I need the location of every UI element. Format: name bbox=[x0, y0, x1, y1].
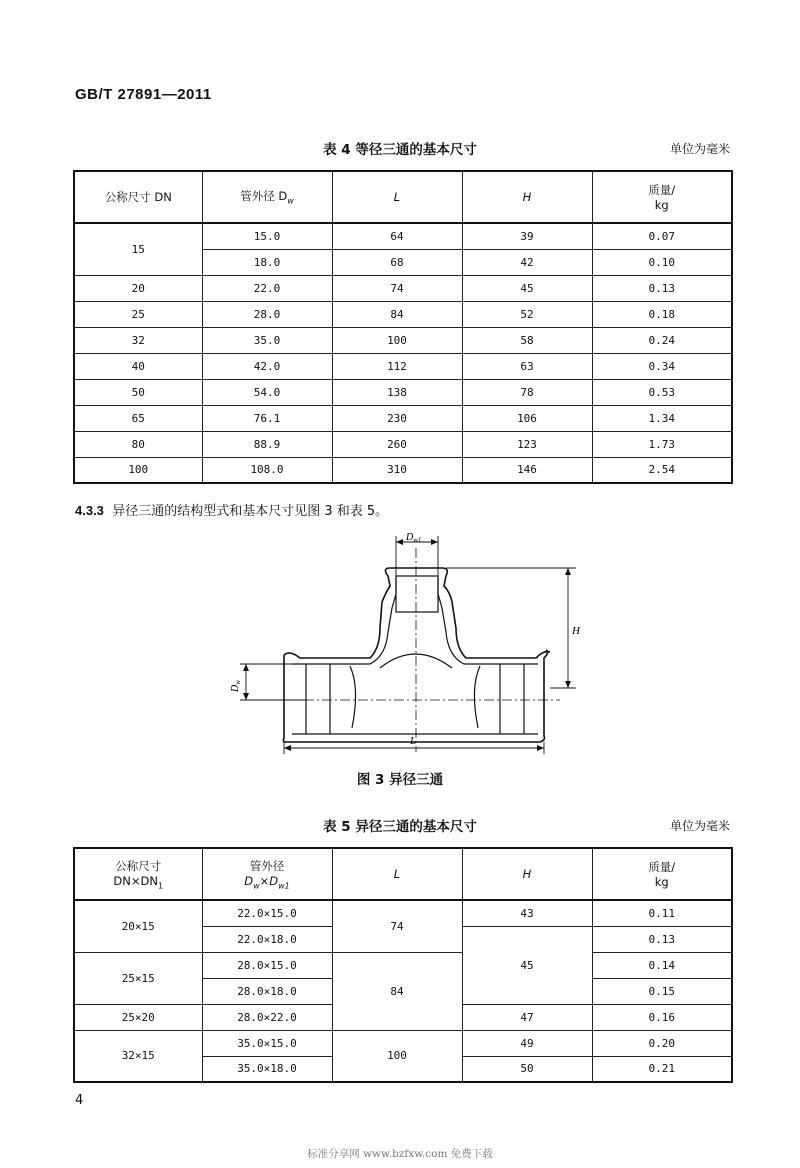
table4-cell-dw: 88.9 bbox=[202, 431, 332, 457]
table4-cell-h: 146 bbox=[462, 457, 592, 483]
table-row bbox=[74, 1030, 732, 1056]
label-dw: $D_w$ bbox=[230, 680, 242, 692]
table-row bbox=[74, 379, 732, 405]
table4-cell-mass: 0.07 bbox=[592, 223, 732, 249]
table4-cell-dw: 42.0 bbox=[202, 353, 332, 379]
table5-cell-h: 47 bbox=[462, 1004, 592, 1030]
label-dw1: $D_{w1}$ bbox=[406, 532, 422, 544]
table4-cell-mass: 1.73 bbox=[592, 431, 732, 457]
table4-cell-l: 310 bbox=[332, 457, 462, 483]
table4-cell-mass: 0.18 bbox=[592, 301, 732, 327]
table4-cell-h: 123 bbox=[462, 431, 592, 457]
table5-cell-dn: 32×15 bbox=[74, 1030, 202, 1082]
table4 bbox=[73, 170, 733, 484]
table4-header-mass: 质量/ kg bbox=[592, 171, 732, 223]
standard-code: GB/T 27891—2011 bbox=[75, 86, 212, 103]
table4-cell-l: 68 bbox=[332, 249, 462, 275]
table5-cell-dw: 28.0×15.0 bbox=[202, 952, 332, 978]
section-paragraph bbox=[75, 500, 388, 519]
table4-header-row bbox=[74, 171, 732, 223]
table4-cell-h: 39 bbox=[462, 223, 592, 249]
dim-arrows bbox=[243, 539, 571, 751]
table4-cell-dn: 65 bbox=[74, 405, 202, 431]
section-text: 异径三通的结构型式和基本尺寸见图 3 和表 5。 bbox=[112, 504, 389, 519]
section-number: 4.3.3 bbox=[75, 503, 104, 518]
table5-cell-mass: 0.13 bbox=[592, 926, 732, 952]
table-row bbox=[74, 353, 732, 379]
table5-cell-mass: 0.11 bbox=[592, 900, 732, 926]
table5-cell-mass: 0.14 bbox=[592, 952, 732, 978]
dim-dw-lines bbox=[240, 664, 306, 700]
table4-cell-mass: 1.34 bbox=[592, 405, 732, 431]
table-row bbox=[74, 431, 732, 457]
table5-caption: 表 5 异径三通的基本尺寸 bbox=[323, 819, 477, 835]
table5-cell-dw: 35.0×18.0 bbox=[202, 1056, 332, 1082]
table4-header-dn: 公称尺寸 DN bbox=[74, 171, 202, 223]
table-row bbox=[74, 223, 732, 249]
table4-cell-dw: 76.1 bbox=[202, 405, 332, 431]
table5-cell-mass: 0.15 bbox=[592, 978, 732, 1004]
table4-cell-mass: 0.13 bbox=[592, 275, 732, 301]
table4-header-dw: 管外径 $D_w$ bbox=[202, 171, 332, 223]
tee-top-outline bbox=[284, 568, 550, 658]
table-row bbox=[74, 327, 732, 353]
table5-cell-dn: 25×20 bbox=[74, 1004, 202, 1030]
tee-left-socket bbox=[306, 664, 356, 734]
table4-cell-dw: 54.0 bbox=[202, 379, 332, 405]
table-row bbox=[74, 275, 732, 301]
table-row bbox=[74, 900, 732, 926]
table4-cell-dn: 100 bbox=[74, 457, 202, 483]
table5-cell-h: 43 bbox=[462, 900, 592, 926]
table5-cell-mass: 0.16 bbox=[592, 1004, 732, 1030]
table4-cell-mass: 0.34 bbox=[592, 353, 732, 379]
table4-cell-dw: 18.0 bbox=[202, 249, 332, 275]
table4-cell-mass: 0.24 bbox=[592, 327, 732, 353]
table5-cell-mass: 0.21 bbox=[592, 1056, 732, 1082]
table5-header-dw: 管外径 $D_w\times D_{w1}$ bbox=[202, 848, 332, 900]
table5-cell-dw: 28.0×22.0 bbox=[202, 1004, 332, 1030]
table5-cell-mass: 0.20 bbox=[592, 1030, 732, 1056]
table4-cell-dn: 50 bbox=[74, 379, 202, 405]
tee-inner-wall-right bbox=[438, 578, 538, 664]
table-row bbox=[74, 405, 732, 431]
table4-cell-l: 112 bbox=[332, 353, 462, 379]
table5-cell-dn: 25×15 bbox=[74, 952, 202, 1004]
table4-cell-mass: 0.10 bbox=[592, 249, 732, 275]
label-l: L bbox=[410, 735, 417, 747]
table4-cell-dn: 80 bbox=[74, 431, 202, 457]
table4-cell-dn: 15 bbox=[74, 223, 202, 275]
table4-cell-dw: 108.0 bbox=[202, 457, 332, 483]
table-row bbox=[74, 301, 732, 327]
tee-center-lines bbox=[250, 548, 560, 752]
table4-caption: 表 4 等径三通的基本尺寸 bbox=[323, 142, 477, 158]
table5-header-dn: 公称尺寸 $DN\times DN_1$ bbox=[74, 848, 202, 900]
table-row bbox=[74, 457, 732, 483]
table4-header-l: L bbox=[332, 171, 462, 223]
table4-cell-mass: 0.53 bbox=[592, 379, 732, 405]
table5-unit: 单位为毫米 bbox=[669, 819, 730, 833]
table4-cell-h: 42 bbox=[462, 249, 592, 275]
table5-cell-l: 84 bbox=[332, 952, 462, 1030]
table5-header-row bbox=[74, 848, 732, 900]
table4-cell-h: 78 bbox=[462, 379, 592, 405]
table5-cell-dw: 22.0×15.0 bbox=[202, 900, 332, 926]
table5-header-mass: 质量/ kg bbox=[592, 848, 732, 900]
table4-cell-l: 230 bbox=[332, 405, 462, 431]
table4-cell-h: 63 bbox=[462, 353, 592, 379]
table5-cell-h: 45 bbox=[462, 926, 592, 1004]
tee-right-socket bbox=[474, 664, 524, 734]
table4-cell-dn: 25 bbox=[74, 301, 202, 327]
table5-header-h: H bbox=[462, 848, 592, 900]
table5-cell-l: 74 bbox=[332, 900, 462, 952]
table5-header-l: L bbox=[332, 848, 462, 900]
table4-cell-h: 106 bbox=[462, 405, 592, 431]
table4-cell-h: 52 bbox=[462, 301, 592, 327]
table4-cell-dw: 35.0 bbox=[202, 327, 332, 353]
figure3-caption: 图 3 异径三通 bbox=[356, 772, 444, 788]
footer-watermark: 标准分享网 www.bzfxw.com 免费下载 bbox=[307, 1148, 493, 1160]
table4-cell-l: 100 bbox=[332, 327, 462, 353]
table5-cell-dw: 22.0×18.0 bbox=[202, 926, 332, 952]
table4-cell-h: 45 bbox=[462, 275, 592, 301]
tee-branch-socket bbox=[396, 576, 438, 612]
table4-header-h: H bbox=[462, 171, 592, 223]
label-h: H bbox=[572, 625, 580, 637]
table5-cell-dn: 20×15 bbox=[74, 900, 202, 952]
table4-cell-l: 260 bbox=[332, 431, 462, 457]
table5-cell-l: 100 bbox=[332, 1030, 462, 1082]
table5-cell-h: 49 bbox=[462, 1030, 592, 1056]
table4-cell-l: 138 bbox=[332, 379, 462, 405]
page-number: 4 bbox=[75, 1093, 84, 1108]
table5-cell-h: 50 bbox=[462, 1056, 592, 1082]
table4-cell-l: 64 bbox=[332, 223, 462, 249]
table4-cell-dw: 22.0 bbox=[202, 275, 332, 301]
table5 bbox=[73, 847, 733, 1083]
figure3-reduced-tee-drawing bbox=[220, 528, 590, 758]
table4-cell-dn: 40 bbox=[74, 353, 202, 379]
table5-cell-dw: 35.0×15.0 bbox=[202, 1030, 332, 1056]
dim-h-lines bbox=[446, 568, 576, 688]
table4-cell-dw: 28.0 bbox=[202, 301, 332, 327]
table4-cell-h: 58 bbox=[462, 327, 592, 353]
table4-cell-dw: 15.0 bbox=[202, 223, 332, 249]
table4-cell-l: 74 bbox=[332, 275, 462, 301]
table4-cell-dn: 20 bbox=[74, 275, 202, 301]
table4-cell-dn: 32 bbox=[74, 327, 202, 353]
table-row bbox=[74, 952, 732, 978]
table4-unit: 单位为毫米 bbox=[669, 142, 730, 156]
table4-cell-mass: 2.54 bbox=[592, 457, 732, 483]
table4-cell-l: 84 bbox=[332, 301, 462, 327]
table5-cell-dw: 28.0×18.0 bbox=[202, 978, 332, 1004]
